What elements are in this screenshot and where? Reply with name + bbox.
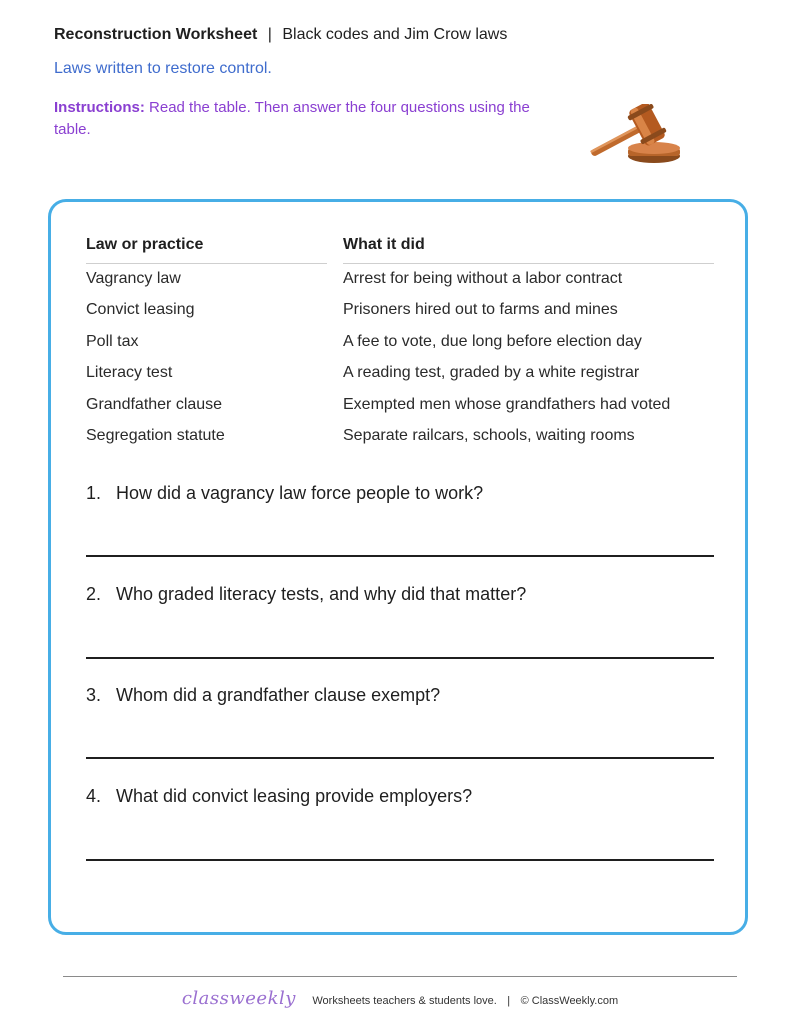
gavel-icon [584,104,684,170]
question-4 [86,786,714,807]
question-1 [86,483,714,504]
table-row [86,390,714,421]
answer-line[interactable] [86,859,714,861]
instructions [54,97,534,141]
question-text [86,786,714,807]
worksheet-subtitle: Laws written to restore control. [54,60,272,77]
question-number: 3. [86,685,102,705]
answer-line[interactable] [86,657,714,659]
table-cell-law: Poll tax [86,332,139,350]
table-row [86,421,714,452]
table-cell-effect: Separate railcars, schools, waiting rooms [343,426,635,444]
table-cell-effect: Prisoners hired out to farms and mines [343,301,618,319]
table-cell-law: Grandfather clause [86,395,223,413]
table-cell-effect: A reading test, graded by a white registrar [343,364,640,382]
question-text [86,685,714,706]
table-header-effect: What it did [343,236,425,253]
brand-logo: classweekly [181,988,296,1009]
footer-tagline: Worksheets teachers & students love. [312,995,497,1007]
question-text [86,584,714,605]
question-prompt: Whom did a grandfather clause exempt? [116,685,441,705]
instructions-text: Read the table. Then answer the four questions using the table. [54,99,530,138]
answer-line[interactable] [86,555,714,557]
worksheet-topic: Black codes and Jim Crow laws [282,26,508,43]
table-cell-law: Convict leasing [86,301,195,319]
table-cell-effect: A fee to vote, due long before election day [343,332,642,350]
footer-copyright: © ClassWeekly.com [520,995,619,1007]
footer [0,988,800,1009]
table-row [86,358,714,389]
instructions-label: Instructions: [54,99,145,116]
footer-divider [63,976,737,977]
question-3 [86,685,714,706]
table-row [86,264,714,295]
question-number: 1. [86,483,102,503]
question-text [86,483,714,504]
worksheet-header [54,26,507,44]
table-cell-law: Literacy test [86,364,173,382]
question-prompt: Who graded literacy tests, and why did that matter? [116,584,527,604]
table-row [86,327,714,358]
table-cell-effect: Exempted men whose grandfathers had voted [343,395,671,413]
table-cell-effect: Arrest for being without a labor contract [343,270,623,287]
answer-line[interactable] [86,757,714,759]
table-header-law: Law or practice [86,236,204,253]
table-cell-law: Segregation statute [86,426,225,444]
question-prompt: What did convict leasing provide employers? [116,786,473,806]
table-cell-law: Vagrancy law [86,270,181,287]
table-row [86,295,714,326]
laws-table [86,236,714,452]
question-number: 4. [86,786,102,806]
footer-separator: | [507,995,511,1007]
worksheet-title: Reconstruction Worksheet [54,26,258,43]
table-header-row [86,236,714,264]
question-prompt: How did a vagrancy law force people to work? [116,483,484,503]
header-separator: | [267,26,272,43]
question-2 [86,584,714,605]
question-number: 2. [86,584,102,604]
